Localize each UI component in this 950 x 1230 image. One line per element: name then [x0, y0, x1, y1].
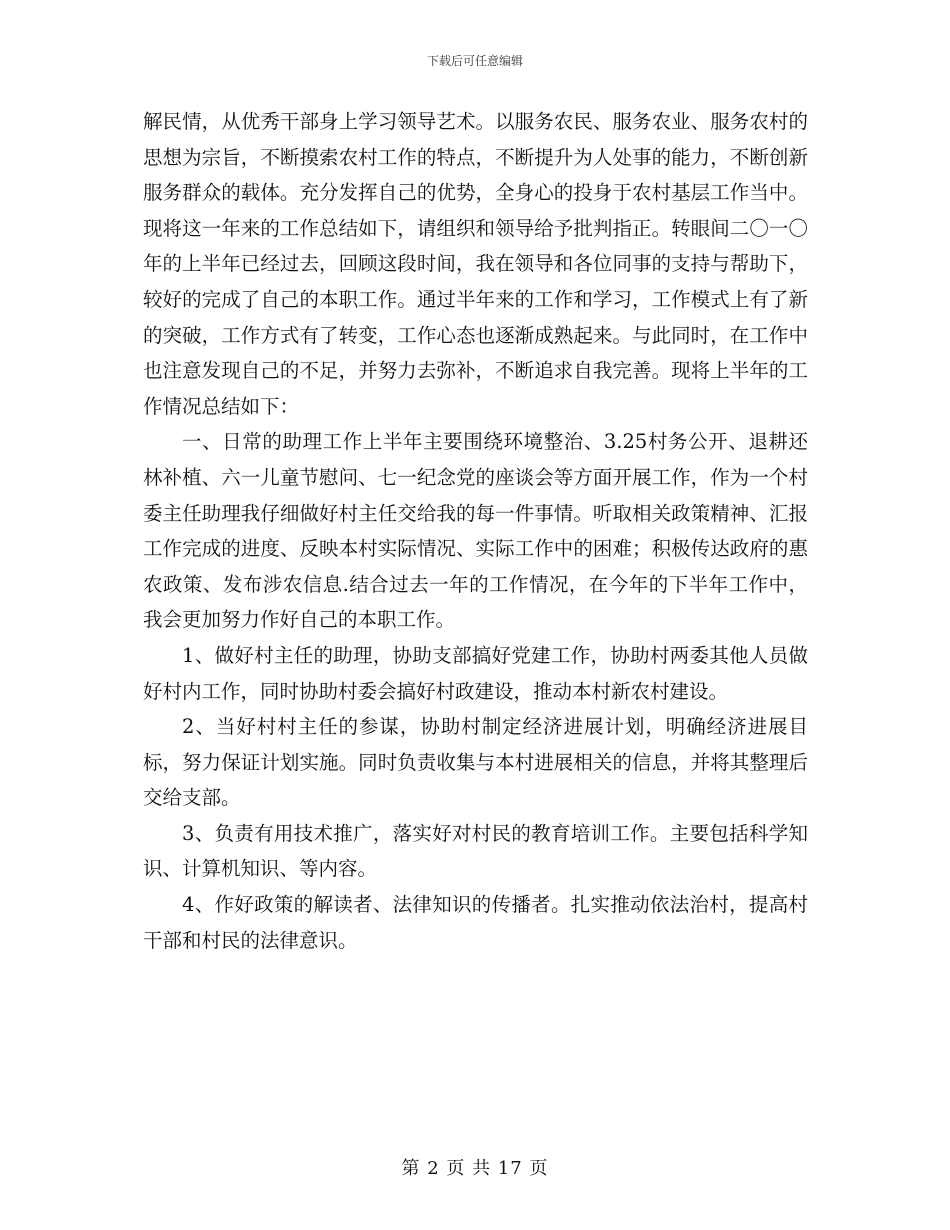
page-header-note: 下载后可任意编辑 [426, 54, 523, 68]
paragraph-item-4: 4、作好政策的解读者、法律知识的传播者。扎实推动依法治村，提高村干部和村民的法律意识。 [143, 893, 808, 952]
page-number-footer: 第 2 页 共 17 页 [401, 1158, 549, 1179]
paragraph-item-2: 2、当好村村主任的参谋，协助村制定经济进展计划，明确经济进展目标，努力保证计划实施。同时负责收集与本村进展相关的信息，并将其整理后交给支部。 [143, 715, 808, 810]
paragraph-item-3: 3、负责有用技术推广，落实好对村民的教育培训工作。主要包括科学知识、计算机知识、等内容。 [143, 821, 808, 881]
paragraph-intro: 解民情，从优秀干部身上学习领导艺术。以服务农民、服务农业、服务农村的思想为宗旨，不断摸索农村工作的特点，不断提升为人处事的能力，不断创新服务群众的载体。充分发挥自己的优势，全身心的投身于农村基层工作当中。现将这一年来的工作总结如下，请组织和领导给予批判指正。转眼间二〇一〇年的上半年已经过去，回顾这段时间，我在领导和各位同事的支持与帮助下，较好的完成了自己的本职工作。通过半年来的工作和学习，工作模式上有了新的突破，工作方式有了转变，工作心态也逐渐成熟起来。与此同时，在工作中也注意发现自己的不足，并努力去弥补，不断追求自我完善。现将上半年的工作情况总结如下： [143, 110, 808, 418]
paragraph-section-1: 一、日常的助理工作上半年主要围绕环境整治、3.25村务公开、退耕还林补植、六一儿童节慰问、七一纪念党的座谈会等方面开展工作，作为一个村委主任助理我仔细做好村主任交给我的每一件事情。听取相关政策精神、汇报工作完成的进度、反映本村实际情况、实际工作中的困难；积极传达政府的惠农政策、发布涉农信息.结合过去一年的工作情况，在今年的下半年工作中，我会更加努力作好自己的本职工作。 [143, 430, 808, 632]
document-body [143, 104, 808, 958]
paragraph-item-1: 1、做好村主任的助理，协助支部搞好党建工作，协助村两委其他人员做好村内工作，同时协助村委会搞好村政建设，推动本村新农村建设。 [143, 643, 808, 703]
